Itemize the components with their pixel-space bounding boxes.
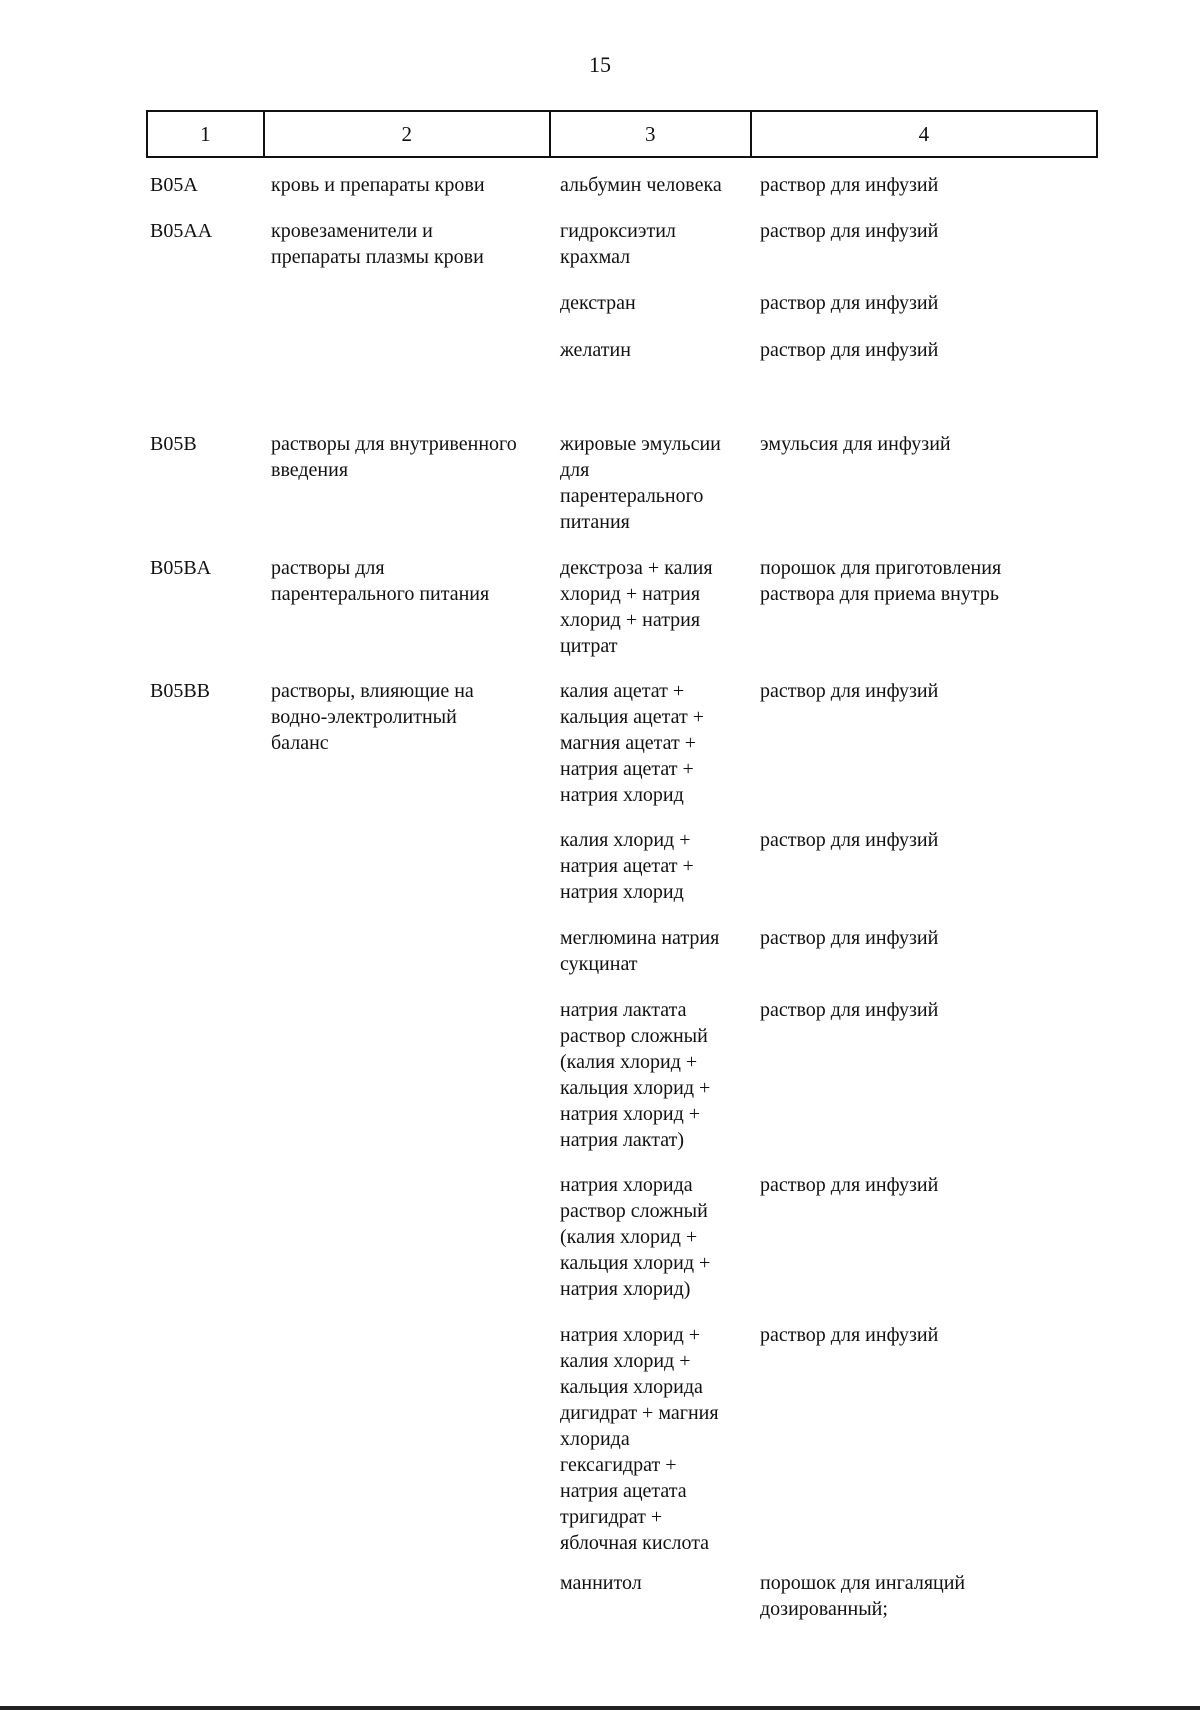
cell-code — [150, 555, 211, 581]
cell-drug — [560, 678, 704, 808]
cell-code-line: B05AA — [150, 220, 213, 242]
cell-form-line: раствор для инфузий — [760, 927, 939, 949]
cell-form-line: раствор для инфузий — [760, 999, 939, 1021]
cell-form-line: раствор для инфузий — [760, 829, 939, 851]
cell-drug-line: магния ацетат + — [560, 732, 697, 754]
cell-drug-line: тригидрат + — [560, 1506, 663, 1528]
cell-code-line: B05BA — [150, 557, 212, 579]
cell-form-line: раствора для приема внутрь — [760, 583, 999, 605]
cell-drug — [560, 431, 721, 535]
cell-drug-line: хлорида — [560, 1428, 630, 1450]
header-col-3: 3 — [550, 111, 751, 157]
cell-drug-line: калия хлорид + — [560, 829, 691, 851]
cell-form-line: раствор для инфузий — [760, 292, 939, 314]
cell-code — [150, 431, 197, 457]
cell-form — [760, 555, 1001, 607]
cell-drug-line: желатин — [560, 339, 631, 361]
cell-drug-line: натрия хлорид) — [560, 1278, 691, 1300]
cell-group — [271, 555, 489, 607]
cell-drug-line: натрия хлорид + — [560, 1324, 701, 1346]
cell-group-line: кровезаменители и — [271, 220, 433, 242]
cell-code — [150, 678, 210, 704]
cell-form-line: раствор для инфузий — [760, 220, 939, 242]
cell-drug-line: для — [560, 459, 590, 481]
cell-drug-line: маннитол — [560, 1572, 642, 1594]
cell-drug-line: натрия хлорида — [560, 1174, 693, 1196]
cell-group-line: парентерального питания — [271, 583, 490, 605]
cell-form — [760, 337, 938, 363]
cell-drug-line: крахмал — [560, 246, 631, 268]
cell-group — [271, 172, 485, 198]
cell-form-line: раствор для инфузий — [760, 1324, 939, 1346]
cell-drug-line: гидроксиэтил — [560, 220, 676, 242]
cell-drug-line: дигидрат + магния — [560, 1402, 719, 1424]
cell-drug — [560, 172, 722, 198]
cell-drug-line: натрия лактата — [560, 999, 687, 1021]
cell-group-line: растворы, влияющие на — [271, 680, 474, 702]
cell-drug-line: калия хлорид + — [560, 1350, 691, 1372]
cell-drug — [560, 827, 694, 905]
scan-bottom-edge — [0, 1706, 1200, 1710]
cell-form-line: порошок для приготовления — [760, 557, 1002, 579]
cell-form — [760, 925, 938, 951]
cell-drug — [560, 1570, 642, 1596]
cell-drug-line: цитрат — [560, 635, 618, 657]
cell-drug-line: натрия хлорид + — [560, 1103, 701, 1125]
cell-group-line: растворы для внутривенного — [271, 433, 517, 455]
cell-group — [271, 431, 517, 483]
cell-drug-line: альбумин человека — [560, 174, 722, 196]
cell-drug-line: яблочная кислота — [560, 1532, 710, 1554]
cell-form — [760, 172, 938, 198]
cell-form — [760, 1172, 938, 1198]
cell-drug-line: натрия ацетата — [560, 1480, 687, 1502]
cell-drug-line: кальция хлорида — [560, 1376, 703, 1398]
cell-form — [760, 997, 938, 1023]
cell-drug-line: гексагидрат + — [560, 1454, 677, 1476]
cell-drug-line: натрия ацетат + — [560, 855, 694, 877]
table-header — [146, 110, 1098, 158]
cell-form — [760, 678, 938, 704]
cell-drug-line: натрия хлорид — [560, 881, 684, 903]
cell-code-line: B05A — [150, 174, 198, 196]
cell-drug-line: кальция хлорид + — [560, 1077, 711, 1099]
cell-form — [760, 827, 938, 853]
cell-group-line: кровь и препараты крови — [271, 174, 485, 196]
cell-group-line: баланс — [271, 732, 329, 754]
cell-group-line: введения — [271, 459, 349, 481]
cell-code — [150, 218, 212, 244]
cell-drug-line: (калия хлорид + — [560, 1226, 698, 1248]
cell-group — [271, 678, 474, 756]
cell-drug-line: натрия ацетат + — [560, 758, 694, 780]
cell-drug-line: (калия хлорид + — [560, 1051, 698, 1073]
cell-drug-line: питания — [560, 511, 630, 533]
cell-form-line: эмульсия для инфузий — [760, 433, 951, 455]
cell-drug-line: кальция ацетат + — [560, 706, 704, 728]
cell-drug-line: кальция хлорид + — [560, 1252, 711, 1274]
cell-drug-line: меглюмина натрия — [560, 927, 720, 949]
header-col-2: 2 — [264, 111, 550, 157]
cell-form — [760, 1322, 938, 1348]
cell-drug-line: раствор сложный — [560, 1200, 708, 1222]
page-number: 15 — [589, 52, 611, 77]
cell-drug — [560, 1322, 719, 1556]
cell-group-line: водно-электролитный — [271, 706, 457, 728]
cell-code — [150, 172, 198, 198]
cell-drug — [560, 997, 710, 1153]
cell-drug-line: парентерального — [560, 485, 704, 507]
cell-drug — [560, 1172, 710, 1302]
cell-form — [760, 1570, 965, 1622]
cell-group — [271, 218, 484, 270]
cell-drug-line: натрия лактат) — [560, 1129, 685, 1151]
cell-form — [760, 290, 938, 316]
cell-form-line: дозированный; — [760, 1598, 888, 1620]
cell-code-line: B05B — [150, 433, 197, 455]
cell-drug-line: хлорид + натрия — [560, 609, 701, 631]
cell-drug — [560, 925, 719, 977]
cell-form-line: порошок для ингаляций — [760, 1572, 966, 1594]
cell-form-line: раствор для инфузий — [760, 339, 939, 361]
cell-drug-line: натрия хлорид — [560, 784, 684, 806]
cell-form — [760, 218, 938, 244]
cell-drug — [560, 555, 713, 659]
cell-group-line: препараты плазмы крови — [271, 246, 484, 268]
cell-drug-line: жировые эмульсии — [560, 433, 721, 455]
cell-form — [760, 431, 951, 457]
cell-form-line: раствор для инфузий — [760, 1174, 939, 1196]
cell-group-line: растворы для — [271, 557, 385, 579]
cell-drug-line: хлорид + натрия — [560, 583, 701, 605]
cell-drug-line: декстроза + калия — [560, 557, 713, 579]
cell-drug — [560, 290, 636, 316]
cell-drug-line: раствор сложный — [560, 1025, 708, 1047]
header-col-1: 1 — [147, 111, 264, 157]
cell-drug-line: сукцинат — [560, 953, 638, 975]
cell-drug-line: калия ацетат + — [560, 680, 685, 702]
cell-drug — [560, 337, 631, 363]
cell-drug-line: декстран — [560, 292, 636, 314]
cell-form-line: раствор для инфузий — [760, 680, 939, 702]
cell-form-line: раствор для инфузий — [760, 174, 939, 196]
cell-code-line: B05BB — [150, 680, 211, 702]
cell-drug — [560, 218, 676, 270]
header-col-4: 4 — [751, 111, 1097, 157]
